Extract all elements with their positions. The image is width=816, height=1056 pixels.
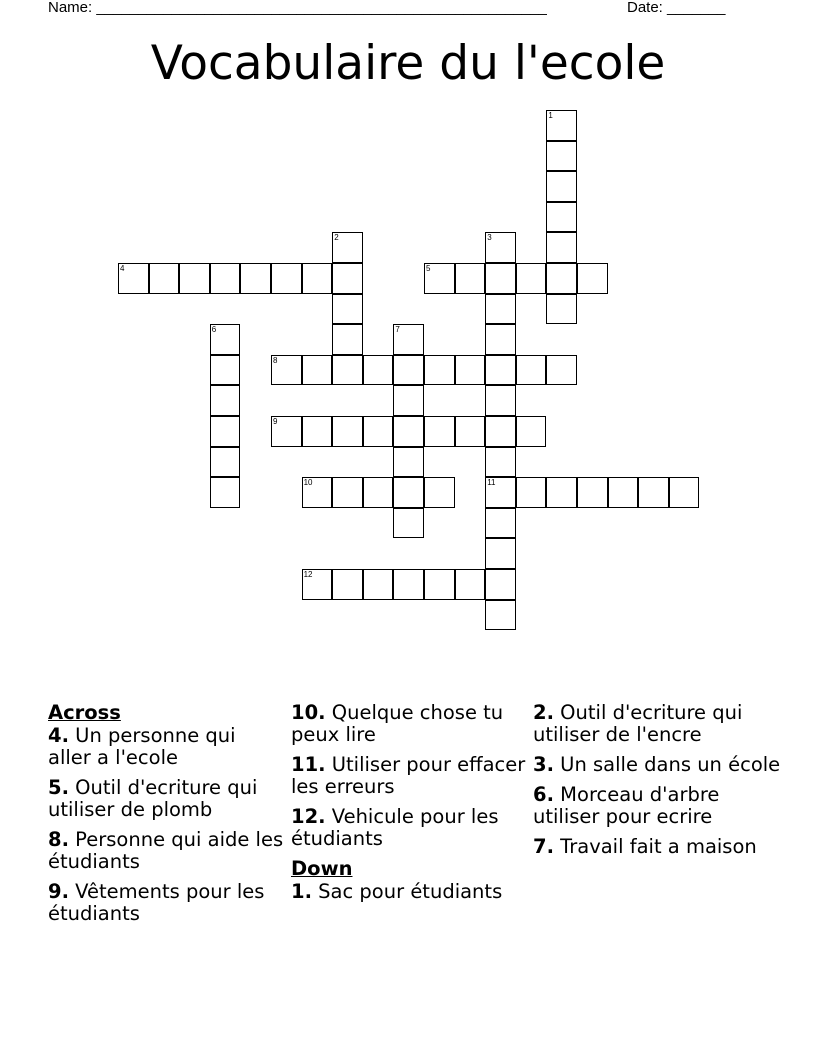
crossword-cell[interactable] — [424, 477, 455, 508]
crossword-cell[interactable] — [271, 355, 302, 386]
clue-number: 3. — [533, 753, 554, 776]
crossword-cell[interactable] — [455, 263, 486, 294]
cell-number: 2 — [334, 233, 339, 243]
crossword-cell[interactable] — [485, 569, 516, 600]
clue-down-7 — [533, 836, 783, 858]
clue-number: 7. — [533, 835, 554, 858]
crossword-cell[interactable] — [271, 263, 302, 294]
clue-across-11 — [291, 754, 527, 798]
crossword-cell[interactable] — [546, 202, 577, 233]
crossword-cell[interactable] — [332, 232, 363, 263]
crossword-cell[interactable] — [485, 263, 516, 294]
crossword-cell[interactable] — [546, 355, 577, 386]
crossword-cell[interactable] — [393, 416, 424, 447]
crossword-cell[interactable] — [393, 447, 424, 478]
crossword-cell[interactable] — [210, 416, 241, 447]
crossword-cell[interactable] — [577, 263, 608, 294]
clue-text: Personne qui aide les étudiants — [48, 828, 284, 873]
clue-number: 5. — [48, 776, 69, 799]
crossword-cell[interactable] — [363, 416, 394, 447]
clue-text: Morceau d'arbre utiliser pour ecrire — [533, 783, 720, 828]
crossword-cell[interactable] — [332, 416, 363, 447]
crossword-cell[interactable] — [363, 569, 394, 600]
crossword-cell[interactable] — [332, 355, 363, 386]
crossword-cell[interactable] — [516, 477, 547, 508]
crossword-cell[interactable] — [332, 263, 363, 294]
clue-number: 12. — [291, 805, 326, 828]
cell-number: 8 — [273, 355, 278, 365]
crossword-cell[interactable] — [455, 355, 486, 386]
clue-text: Travail fait a maison — [553, 835, 757, 858]
crossword-cell[interactable] — [332, 294, 363, 325]
cell-number: 12 — [303, 570, 313, 579]
crossword-cell[interactable] — [210, 385, 241, 416]
clue-across-12 — [291, 806, 527, 850]
cell-number: 11 — [487, 478, 496, 488]
crossword-cell[interactable] — [332, 569, 363, 600]
crossword-cell[interactable] — [546, 110, 577, 141]
cell-number: 7 — [395, 325, 400, 335]
down-heading: Down — [291, 857, 353, 880]
crossword-cell[interactable] — [485, 477, 516, 508]
crossword-cell[interactable] — [424, 355, 455, 386]
crossword-cell[interactable] — [302, 569, 333, 600]
crossword-cell[interactable] — [546, 294, 577, 325]
crossword-cell[interactable] — [210, 263, 241, 294]
crossword-cell[interactable] — [516, 416, 547, 447]
crossword-cell[interactable] — [332, 477, 363, 508]
crossword-cell[interactable] — [485, 294, 516, 325]
crossword-cell[interactable] — [485, 538, 516, 569]
crossword-cell[interactable] — [485, 385, 516, 416]
crossword-cell[interactable] — [210, 324, 241, 355]
cell-number: 1 — [548, 111, 553, 120]
crossword-cell[interactable] — [393, 477, 424, 508]
crossword-cell[interactable] — [240, 263, 271, 294]
crossword-cell[interactable] — [455, 416, 486, 447]
clue-text: Sac pour étudiants — [311, 880, 503, 903]
clue-across-10 — [291, 702, 527, 746]
crossword-cell[interactable] — [118, 263, 149, 294]
crossword-cell[interactable] — [149, 263, 180, 294]
crossword-cell[interactable] — [669, 477, 700, 508]
crossword-cell[interactable] — [393, 324, 424, 355]
crossword-cell[interactable] — [302, 416, 333, 447]
crossword-cell[interactable] — [577, 477, 608, 508]
crossword-cell[interactable] — [393, 355, 424, 386]
cell-number: 5 — [426, 264, 431, 273]
crossword-cell[interactable] — [608, 477, 639, 508]
clue-number: 4. — [48, 724, 69, 747]
clue-number: 9. — [48, 880, 69, 903]
crossword-cell[interactable] — [302, 263, 333, 294]
clue-number: 8. — [48, 828, 69, 851]
crossword-cell[interactable] — [424, 569, 455, 600]
crossword-cell[interactable] — [302, 477, 333, 508]
clue-number: 10. — [291, 701, 326, 724]
crossword-cell[interactable] — [424, 416, 455, 447]
clue-across-9 — [48, 881, 284, 925]
crossword-cell[interactable] — [393, 508, 424, 539]
name-field-label: Name: ______________________________________________________ — [48, 0, 547, 16]
clue-across-5 — [48, 777, 284, 821]
crossword-cell[interactable] — [363, 355, 394, 386]
crossword-cell[interactable] — [393, 569, 424, 600]
clue-number: 6. — [533, 783, 554, 806]
clue-text: Un salle dans un école — [553, 753, 781, 776]
cell-number: 6 — [211, 325, 217, 335]
clue-across-8 — [48, 829, 284, 873]
clue-text: Vehicule pour les étudiants — [291, 805, 499, 850]
crossword-cell[interactable] — [485, 508, 516, 539]
clue-text: Un personne qui aller a l'ecole — [48, 724, 236, 769]
clues-column-2 — [291, 702, 527, 911]
clue-down-6 — [533, 784, 783, 828]
crossword-cell[interactable] — [455, 569, 486, 600]
crossword-cell[interactable] — [210, 355, 241, 386]
crossword-cell[interactable] — [546, 171, 577, 202]
clues-column-1 — [48, 702, 284, 933]
clue-text: Outil d'ecriture qui utiliser de l'encre — [533, 701, 743, 746]
cell-number: 9 — [273, 417, 278, 426]
crossword-cell[interactable] — [546, 477, 577, 508]
clue-number: 1. — [291, 880, 312, 903]
crossword-cell[interactable] — [210, 447, 241, 478]
crossword-cell[interactable] — [485, 447, 516, 478]
clue-text: Utiliser pour effacer les erreurs — [291, 753, 526, 798]
crossword-cell[interactable] — [332, 324, 363, 355]
crossword-cell[interactable] — [546, 232, 577, 263]
clue-number: 2. — [533, 701, 554, 724]
crossword-cell[interactable] — [485, 416, 516, 447]
crossword-cell[interactable] — [638, 477, 669, 508]
crossword-cell[interactable] — [485, 232, 516, 263]
date-field-label: Date: _______ — [627, 0, 726, 16]
crossword-cell[interactable] — [179, 263, 210, 294]
clue-down-1 — [291, 881, 527, 903]
crossword-cell[interactable] — [516, 355, 547, 386]
cell-number: 3 — [487, 233, 492, 243]
crossword-cell[interactable] — [424, 263, 455, 294]
crossword-cell[interactable] — [485, 600, 516, 631]
cell-number: 4 — [120, 264, 125, 273]
clue-number: 11. — [291, 753, 326, 776]
crossword-cell[interactable] — [485, 324, 516, 355]
clue-down-3 — [533, 754, 783, 776]
crossword-cell[interactable] — [485, 355, 516, 386]
clue-across-4 — [48, 725, 284, 769]
crossword-cell[interactable] — [210, 477, 241, 508]
page-title: Vocabulaire du l'ecole — [150, 36, 666, 91]
clue-text: Quelque chose tu peux lire — [291, 701, 504, 746]
crossword-cell[interactable] — [546, 141, 577, 172]
clue-text: Vêtements pour les étudiants — [48, 880, 265, 925]
crossword-cell[interactable] — [302, 355, 333, 386]
crossword-cell[interactable] — [271, 416, 302, 447]
crossword-cell[interactable] — [363, 477, 394, 508]
clues-column-3 — [533, 702, 783, 866]
across-heading: Across — [48, 701, 121, 724]
clue-text: Outil d'ecriture qui utiliser de plomb — [48, 776, 258, 821]
clue-down-2 — [533, 702, 783, 746]
crossword-cell[interactable] — [546, 263, 577, 294]
cell-number: 10 — [303, 478, 313, 488]
crossword-cell[interactable] — [393, 385, 424, 416]
crossword-cell[interactable] — [516, 263, 547, 294]
